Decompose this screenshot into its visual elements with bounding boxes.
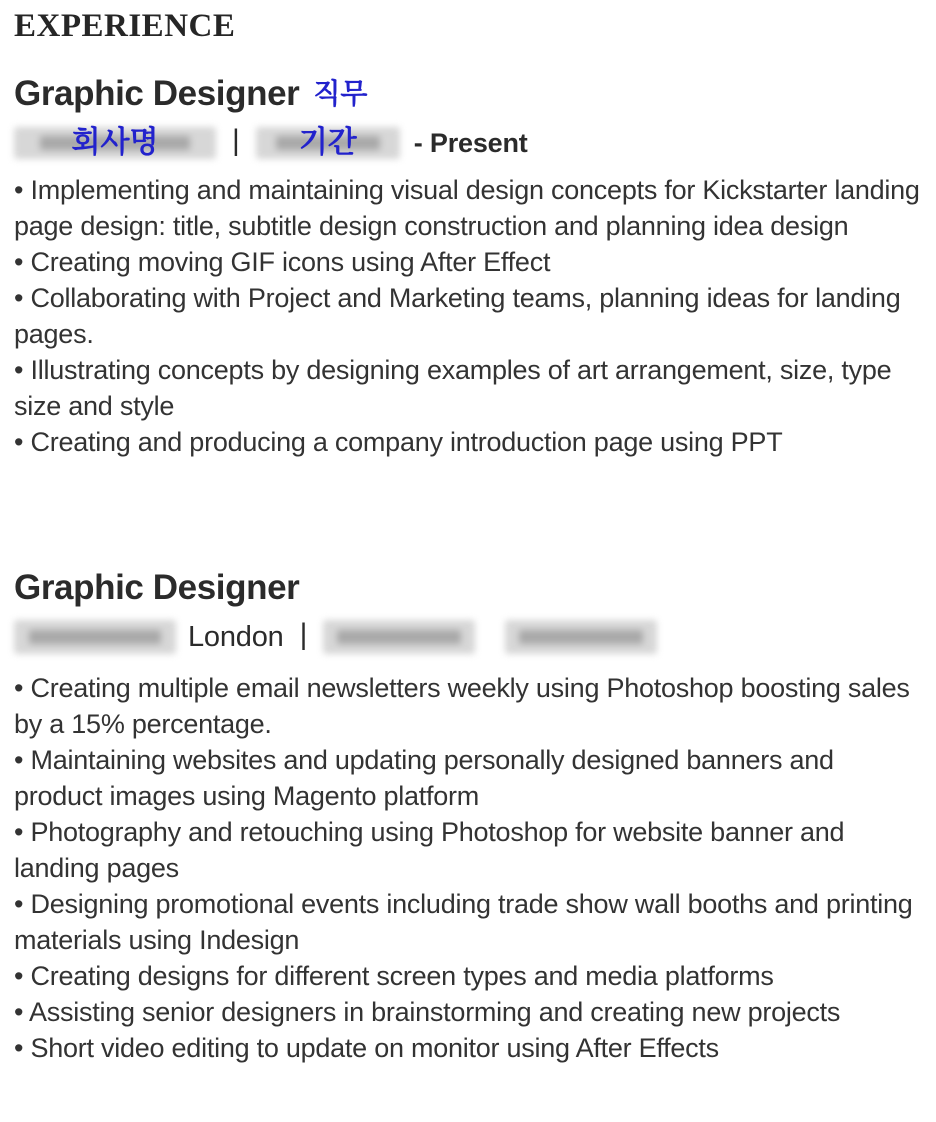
experience-entry-2 [0,568,936,1066]
list-item: • Assisting senior designers in brainstorming and creating new projects [14,997,841,1027]
date-suffix: - Present [413,127,528,158]
job-meta-row [0,120,936,166]
list-item: • Creating moving GIF icons using After Effect [14,247,551,277]
list-item: • Collaborating with Project and Marketing teams, planning ideas for landing pages. [14,283,901,349]
list-item: • Short video editing to update on monitor using After Effects [14,1033,719,1063]
job-location: London [188,620,284,653]
list-item: • Designing promotional events including trade show wall booths and printing materials using Indesign [14,889,913,955]
list-item: • Creating designs for different screen types and media platforms [14,961,774,991]
company-name-redacted [14,127,216,159]
experience-entry-1 [0,74,936,460]
job-title: Graphic Designer [14,568,300,607]
meta-separator: | [299,618,308,651]
page-title: EXPERIENCE [14,8,236,44]
date-range-redacted-2 [505,620,657,654]
job-title-row [0,74,936,120]
redaction-swatch [256,127,400,159]
job-title: Graphic Designer [14,74,300,113]
list-item: • Illustrating concepts by designing examples of art arrangement, size, type size and style [14,355,892,421]
job-meta-row [0,614,936,660]
redaction-swatch [323,620,475,654]
list-item: • Photography and retouching using Photoshop for website banner and landing pages [14,817,845,883]
list-item: • Creating multiple email newsletters weekly using Photoshop boosting sales by a 15% percentage. [14,673,910,739]
list-item: • Creating and producing a company introduction page using PPT [14,427,783,457]
redaction-swatch [505,620,657,654]
responsibility-list [0,172,936,460]
redaction-swatch [14,620,176,654]
date-range-label: 기간 [298,125,357,160]
job-title-row [0,568,936,614]
responsibility-list [0,670,936,1066]
list-item: • Implementing and maintaining visual design concepts for Kickstarter landing page design: title, subtitle design construction and planning idea design [14,175,920,241]
list-item: • Maintaining websites and updating personally designed banners and product images using Magento platform [14,745,834,811]
date-range-redacted [323,620,475,654]
date-range-redacted [256,127,400,159]
job-title-annotation: 직무 [313,77,368,110]
company-name-label: 회사명 [71,125,159,160]
redaction-swatch [14,127,216,159]
meta-separator: | [232,124,240,157]
company-name-redacted [14,620,176,654]
